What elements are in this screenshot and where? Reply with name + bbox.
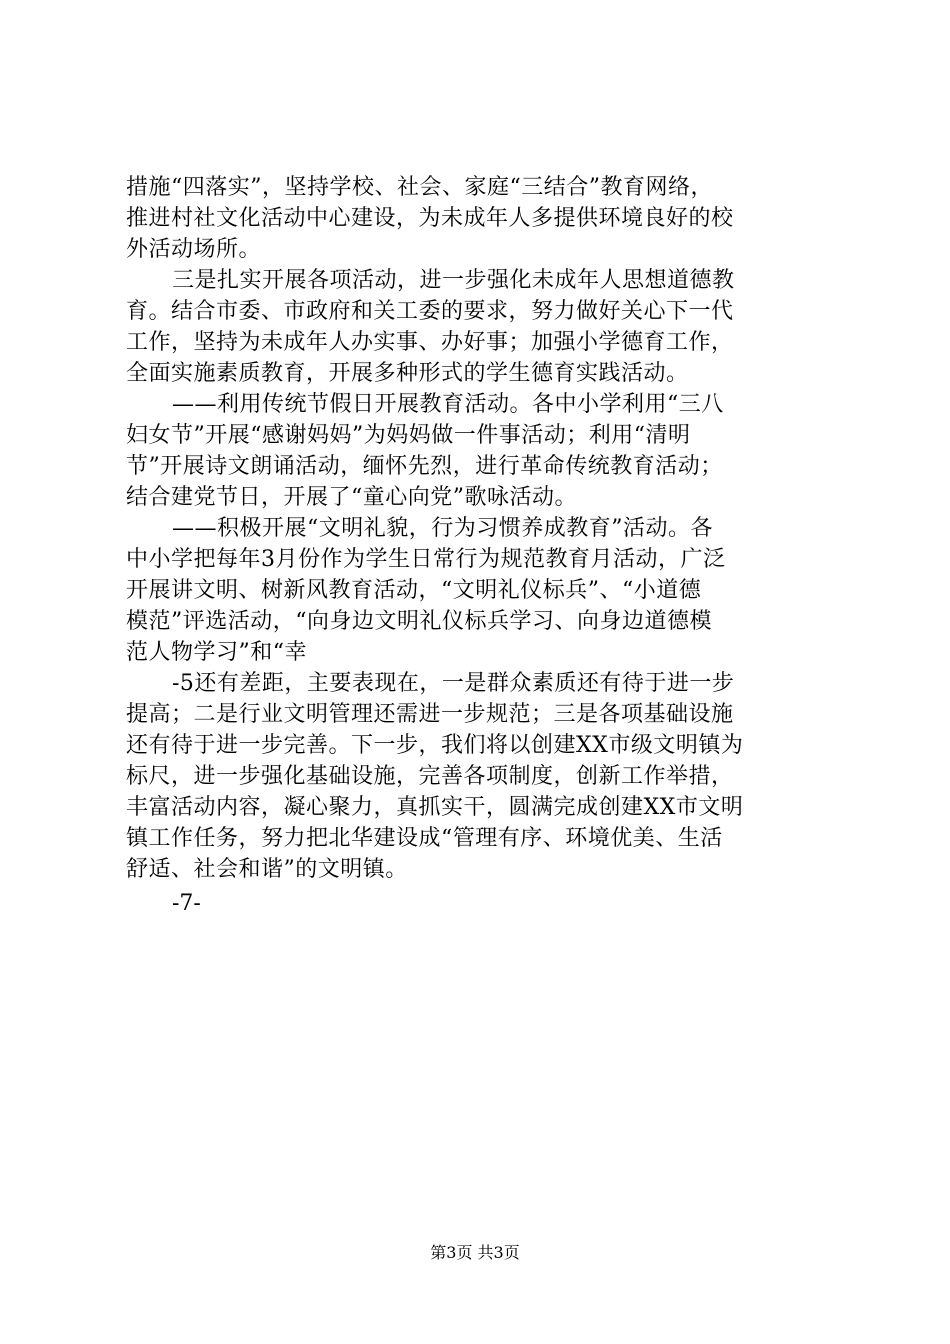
text-line: 模范”评选活动，“向身边文明礼仪标兵学习、向身边道德模 [126, 609, 712, 634]
text-line: 工作，坚持为未成年人办实事、办好事；加强小学德育工作， [126, 330, 734, 355]
text-line: 结合建党节日，开展了“童心向党”歌咏活动。 [126, 485, 577, 510]
text-line: 范人物学习”和“幸 [126, 640, 307, 665]
paragraph-first-line: ——利用传统节假日开展教育活动。各中小学利用“三八 [172, 392, 724, 417]
paragraph-first-line: ——积极开展“文明礼貌，行为习惯养成教育”活动。各 [172, 516, 713, 541]
text-line: 妇女节”开展“感谢妈妈”为妈妈做一件事活动；利用“清明 [126, 423, 691, 448]
text-line: 全面实施素质教育，开展多种形式的学生德育实践活动。 [126, 361, 689, 386]
text-line: 开展讲文明、树新风教育活动，“文明礼仪标兵”、“小道德 [126, 578, 702, 603]
text-line: 措施“四落实”，坚持学校、社会、家庭“三结合”教育网络， [126, 175, 713, 200]
text-line: 还有待于进一步完善。下一步，我们将以创建XX市级文明镇为 [126, 733, 744, 758]
text-line: 外活动场所。 [126, 237, 262, 262]
inline-page-number: -7- [172, 891, 201, 916]
text-line: 提高；二是行业文明管理还需进一步规范；三是各项基础设施 [126, 702, 734, 727]
paragraph-first-line: -5还有差距，主要表现在，一是群众素质还有待于进一步 [172, 671, 735, 696]
page-footer: 第3页 共3页 [430, 1243, 520, 1262]
text-line: 育。结合市委、市政府和关工委的要求，努力做好关心下一代 [126, 299, 734, 324]
text-line: 标尺，进一步强化基础设施，完善各项制度，创新工作举措， [126, 764, 734, 789]
paragraph-first-line: 三是扎实开展各项活动，进一步强化未成年人思想道德教 [172, 268, 735, 293]
text-line: 推进村社文化活动中心建设，为未成年人多提供环境良好的校 [126, 206, 734, 231]
text-line: 丰富活动内容，凝心聚力，真抓实干，圆满完成创建XX市文明 [126, 795, 744, 820]
text-line: 镇工作任务，努力把北华建设成“管理有序、环境优美、生活 [126, 826, 723, 851]
text-line: 舒适、社会和谐”的文明镇。 [126, 857, 408, 882]
document-body [126, 172, 846, 921]
text-line: 节”开展诗文朗诵活动，缅怀先烈，进行革命传统教育活动； [126, 454, 723, 479]
text-line: 中小学把每年3月份作为学生日常行为规范教育月活动，广泛 [126, 547, 726, 572]
